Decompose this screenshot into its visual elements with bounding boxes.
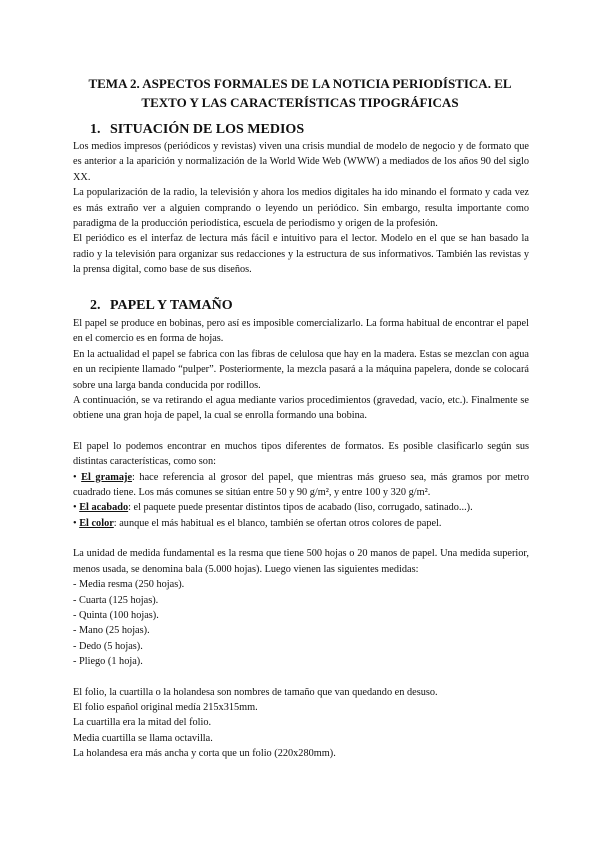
section-2-number: 2.: [90, 298, 101, 313]
bullet-text: : aunque el más habitual es el blanco, también se ofertan otros colores de papel.: [113, 517, 442, 529]
bullet-marker: •: [73, 517, 77, 529]
section-1-number: 1.: [90, 122, 101, 137]
section-2-title: PAPEL Y TAMAÑO: [110, 298, 233, 313]
title-line-1: TEMA 2. ASPECTOS FORMALES DE LA NOTICIA PERIODÍSTICA. EL: [88, 76, 512, 91]
bullet-item: [73, 500, 529, 515]
section-1-paragraph: El periódico es el interfaz de lectura más fácil e intuitivo para el lector. Modelo en el que se han basado la radio y la televisión para organizar sus redacciones y la estructura de sus informativos. También las revistas y la prensa digital, como base de sus diseños.: [73, 233, 529, 276]
formats-intro: El papel lo podemos encontrar en muchos tipos diferentes de formatos. Es posible clasificarlo según sus distintas características, como son:: [73, 440, 529, 468]
section-1-paragraph: La popularización de la radio, la televisión y ahora los medios digitales ha ido minando el formato y cada vez es más extraño ver a alguien comprando o leyendo un periódico. Sin embargo, resulta importante como paradigma de la producción periodística, escuela de periodismo y origen de la profesión.: [73, 187, 529, 230]
section-2-paragraph: El papel se produce en bobinas, pero así es imposible comercializarlo. La forma habitual de encontrar el papel en el comercio es en forma de hojas.: [73, 318, 529, 345]
measure-item: - Media resma (250 hojas).: [73, 579, 185, 591]
closing-line: El folio español original medía 215x315mm.: [73, 701, 258, 713]
bullet-text: : hace referencia al grosor del papel, que mientras más grueso sea, más gramos por metro cuadrado tiene. Los más comunes se sitúan entre 50 y 90 g/m², y entre 100 y 320 g/m².: [73, 471, 529, 499]
bullet-term: El gramaje: [81, 471, 133, 483]
closing-line: Media cuartilla se llama octavilla.: [73, 732, 213, 744]
closing-line: El folio, la cuartilla o la holandesa son nombres de tamaño que van quedando en desuso.: [73, 686, 438, 698]
bullet-item: [73, 516, 529, 531]
measure-item: - Cuarta (125 hojas).: [73, 594, 159, 606]
measure-item: - Quinta (100 hojas).: [73, 609, 159, 621]
bullet-term: El color: [79, 517, 114, 529]
bullet-text: : el paquete puede presentar distintos tipos de acabado (liso, corrugado, satinado...).: [128, 502, 473, 514]
section-1-title: SITUACIÓN DE LOS MEDIOS: [110, 122, 305, 137]
section-1-heading: [90, 121, 304, 139]
document-title: [70, 74, 530, 112]
section-2-body: [73, 316, 529, 762]
bullet-term: El acabado: [79, 502, 129, 514]
section-2-paragraph: En la actualidad el papel se fabrica con las fibras de celulosa que hay en la madera. Estas se mezclan con agua en un recipiente llamado “pulper”. Posteriormente, la mezcla pasará a la máquina papelera, donde se colocará sobre una larga banda conducida por rodillos.: [73, 348, 529, 391]
section-2-paragraph: A continuación, se va retirando el agua mediante varios procedimientos (gravedad, vacío, etc.). Finalmente se obtiene una gran hoja de papel, la cual se enrolla formando una bobina.: [73, 395, 529, 422]
measure-intro: La unidad de medida fundamental es la resma que tiene 500 hojas o 20 manos de papel. Una medida superior, menos usada, se denomina bala (5.000 hojas). Luego vienen las siguientes medidas:: [73, 548, 529, 575]
closing-line: La holandesa era más ancha y corta que un folio (220x280mm).: [73, 748, 336, 760]
closing-line: La cuartilla era la mitad del folio.: [73, 717, 212, 729]
bullet-marker: •: [73, 471, 77, 483]
bullet-item: [73, 470, 529, 501]
measure-item: - Pliego (1 hoja).: [73, 656, 143, 668]
section-1-body: [73, 139, 529, 278]
title-line-2: TEXTO Y LAS CARACTERÍSTICAS TIPOGRÁFICAS: [141, 95, 459, 110]
section-2-heading: [90, 297, 233, 315]
measure-item: - Dedo (5 hojas).: [73, 640, 143, 652]
section-1-paragraph: Los medios impresos (periódicos y revistas) viven una crisis mundial de modelo de negocio y de formato que es anterior a la aparición y normalización de la World Wide Web (WWW) a mediados de los años 90 del siglo XX.: [73, 141, 529, 183]
bullet-marker: •: [73, 502, 77, 514]
measure-item: - Mano (25 hojas).: [73, 625, 150, 637]
